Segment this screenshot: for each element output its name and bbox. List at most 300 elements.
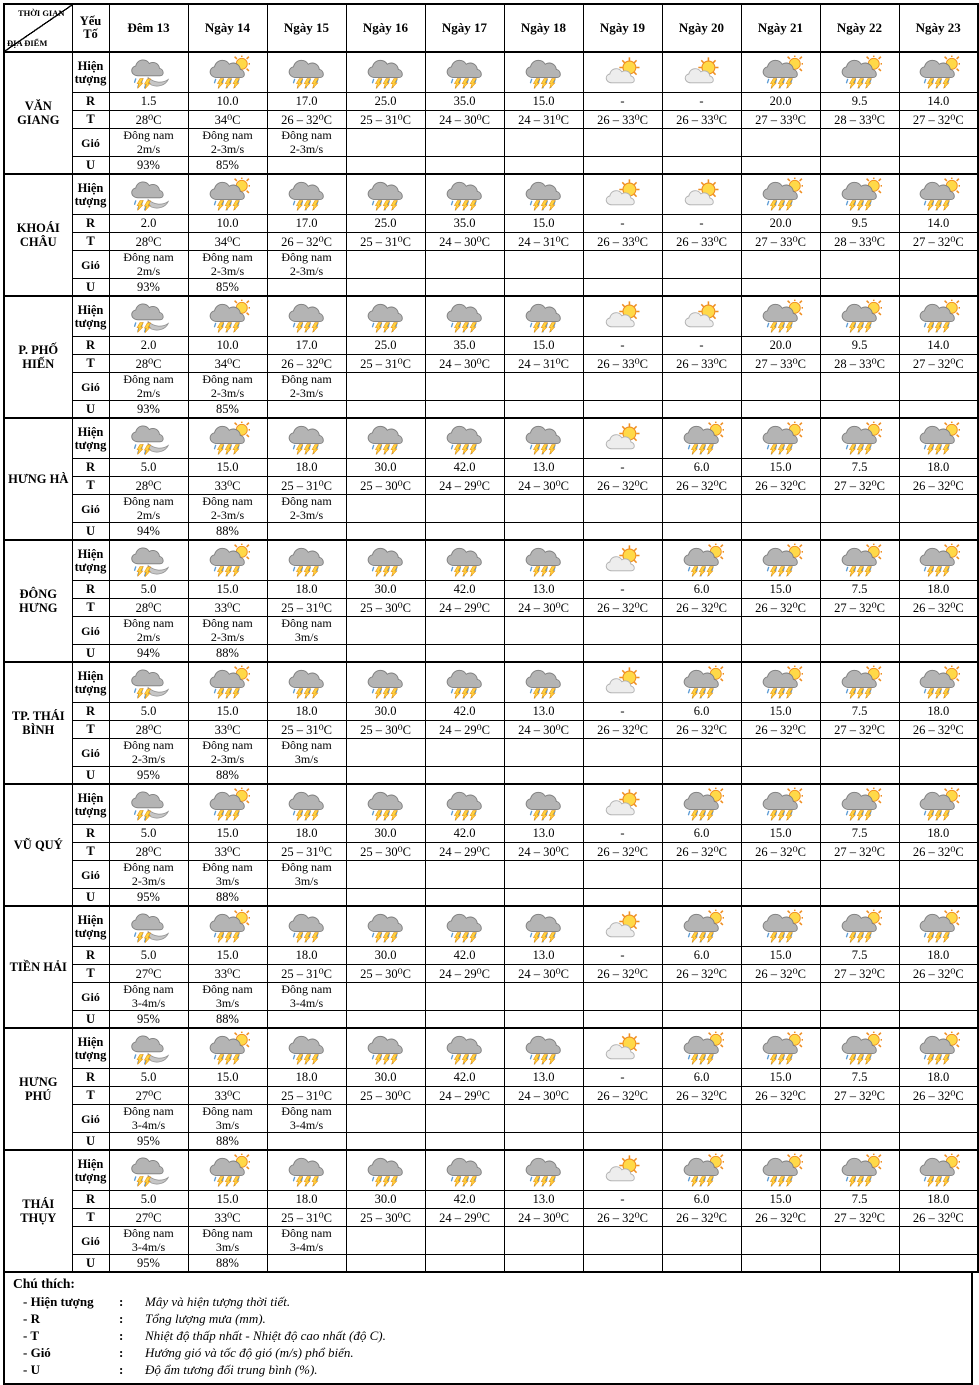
humidity-value <box>741 1011 820 1029</box>
temp-value: 26 – 33⁰C <box>583 355 662 373</box>
weather-icon-cell <box>109 906 188 947</box>
temp-value: 25 – 31⁰C <box>267 721 346 739</box>
weather-icon-cell <box>662 662 741 703</box>
sun-cloud-icon <box>680 299 724 335</box>
humidity-value <box>899 279 978 297</box>
humidity-value <box>741 523 820 541</box>
row-rain <box>4 1191 978 1209</box>
wind-value <box>583 861 662 889</box>
weather-icon-cell <box>662 52 741 93</box>
weather-icon-cell <box>741 662 820 703</box>
wind-value <box>109 1105 188 1133</box>
wind-value <box>741 739 820 767</box>
storm-icon <box>522 1031 566 1067</box>
wind-speed: 2-3m/s <box>289 385 324 400</box>
humidity-value <box>504 401 583 419</box>
weather-icon-cell <box>188 1028 267 1069</box>
weather-icon-cell <box>662 174 741 215</box>
wind-value <box>109 129 188 157</box>
temp-value: 25 – 30⁰C <box>346 1087 425 1105</box>
wind-value <box>346 617 425 645</box>
storm-sun-icon <box>916 665 960 701</box>
temp-value: 28 – 33⁰C <box>820 233 899 251</box>
storm-icon <box>522 421 566 457</box>
humidity-value <box>346 157 425 175</box>
rain-value: 25.0 <box>346 337 425 355</box>
humidity-value <box>267 279 346 297</box>
storm-sun-icon <box>916 421 960 457</box>
humidity-value <box>741 1133 820 1151</box>
wind-value <box>109 373 188 401</box>
humidity-value <box>899 767 978 785</box>
storm-sun-icon <box>206 177 250 213</box>
humidity-value: 88% <box>188 523 267 541</box>
sun-cloud-icon <box>601 299 645 335</box>
humidity-value: 94% <box>109 645 188 663</box>
wind-speed: 2m/s <box>136 629 161 644</box>
header-row <box>4 4 978 52</box>
rain-value: - <box>583 1191 662 1209</box>
weather-icon-cell <box>109 1150 188 1191</box>
wind-value <box>109 739 188 767</box>
weather-icon-cell <box>346 540 425 581</box>
rain-value: 10.0 <box>188 93 267 111</box>
row-temp <box>4 233 978 251</box>
humidity-value <box>741 645 820 663</box>
weather-icon-cell <box>109 540 188 581</box>
wind-value <box>504 373 583 401</box>
weather-icon-cell <box>899 540 978 581</box>
weather-icon-cell <box>820 1150 899 1191</box>
row-label-t: T <box>72 965 109 983</box>
storm-icon <box>364 177 408 213</box>
storm-icon <box>285 421 329 457</box>
row-rain <box>4 93 978 111</box>
weather-icon-cell <box>504 418 583 459</box>
rain-value: 2.0 <box>109 337 188 355</box>
rain-value: 13.0 <box>504 1191 583 1209</box>
rain-value: 14.0 <box>899 93 978 111</box>
rain-value: 20.0 <box>741 337 820 355</box>
rain-value: 18.0 <box>267 703 346 721</box>
humidity-value <box>583 1011 662 1029</box>
temp-value: 26 – 32⁰C <box>741 1087 820 1105</box>
humidity-value <box>741 401 820 419</box>
storm-icon <box>285 543 329 579</box>
location-name: THÁI THỤY <box>4 1150 72 1272</box>
humidity-value <box>899 1011 978 1029</box>
wind-direction: Đông nam <box>123 982 174 997</box>
rain-value: 15.0 <box>741 1191 820 1209</box>
humidity-value <box>820 767 899 785</box>
wind-direction: Đông nam <box>202 372 253 387</box>
weather-icon-cell <box>662 418 741 459</box>
row-hien-tuong <box>4 1150 978 1191</box>
humidity-value <box>583 279 662 297</box>
storm-sun-icon <box>680 665 724 701</box>
wind-value <box>188 373 267 401</box>
temp-value: 28⁰C <box>109 843 188 861</box>
wind-value <box>899 1105 978 1133</box>
wind-value <box>820 1227 899 1255</box>
weather-icon-cell <box>899 662 978 703</box>
sun-cloud-icon <box>680 177 724 213</box>
temp-value: 27 – 32⁰C <box>820 965 899 983</box>
night-rain-icon <box>127 1031 171 1067</box>
rain-value: 25.0 <box>346 93 425 111</box>
storm-icon <box>364 55 408 91</box>
temp-value: 24 – 30⁰C <box>425 355 504 373</box>
humidity-value <box>820 401 899 419</box>
temp-value: 24 – 31⁰C <box>504 355 583 373</box>
wind-direction: Đông nam <box>123 616 174 631</box>
wind-value <box>346 373 425 401</box>
wind-value <box>583 129 662 157</box>
wind-value <box>109 861 188 889</box>
humidity-value: 95% <box>109 889 188 907</box>
weather-icon-cell <box>583 174 662 215</box>
humidity-value <box>820 1011 899 1029</box>
wind-value <box>109 251 188 279</box>
weather-icon-cell <box>820 906 899 947</box>
weather-icon-cell <box>346 1028 425 1069</box>
humidity-value <box>741 279 820 297</box>
wind-value <box>425 983 504 1011</box>
humidity-value <box>899 645 978 663</box>
row-humidity <box>4 1133 978 1151</box>
weather-icon-cell <box>583 1150 662 1191</box>
weather-icon-cell <box>109 662 188 703</box>
temp-value: 26 – 33⁰C <box>662 355 741 373</box>
row-label-r: R <box>72 215 109 233</box>
storm-icon <box>285 1153 329 1189</box>
rain-value: 30.0 <box>346 581 425 599</box>
storm-sun-icon <box>759 299 803 335</box>
humidity-value <box>504 279 583 297</box>
storm-icon <box>522 1153 566 1189</box>
weather-icon-cell <box>820 174 899 215</box>
temp-value: 26 – 32⁰C <box>662 1209 741 1227</box>
row-humidity <box>4 1255 978 1273</box>
row-temp <box>4 111 978 129</box>
weather-icon-cell <box>346 906 425 947</box>
wind-value <box>741 495 820 523</box>
rain-value: 7.5 <box>820 581 899 599</box>
humidity-value <box>425 645 504 663</box>
row-wind <box>4 129 978 157</box>
temp-value: 24 – 30⁰C <box>504 965 583 983</box>
rain-value: 5.0 <box>109 825 188 843</box>
wind-speed: 3m/s <box>215 995 240 1010</box>
wind-value <box>109 617 188 645</box>
rain-value: 18.0 <box>899 947 978 965</box>
row-temp <box>4 965 978 983</box>
rain-value: 5.0 <box>109 581 188 599</box>
row-wind <box>4 983 978 1011</box>
wind-value <box>346 251 425 279</box>
rain-value: 35.0 <box>425 337 504 355</box>
wind-value <box>425 495 504 523</box>
temp-value: 27 – 32⁰C <box>899 355 978 373</box>
wind-value <box>899 1227 978 1255</box>
wind-speed: 3-4m/s <box>131 995 166 1010</box>
wind-speed: 2-3m/s <box>210 507 245 522</box>
location-name: KHOÁI CHÂU <box>4 174 72 296</box>
storm-sun-icon <box>759 177 803 213</box>
wind-value <box>741 129 820 157</box>
storm-icon <box>522 665 566 701</box>
wind-value <box>899 617 978 645</box>
temp-value: 26 – 32⁰C <box>899 1087 978 1105</box>
wind-value <box>267 129 346 157</box>
temp-value: 26 – 32⁰C <box>267 233 346 251</box>
row-label-hien-tuong: Hiện tượng <box>72 662 109 703</box>
storm-sun-icon <box>206 421 250 457</box>
weather-icon-cell <box>267 1028 346 1069</box>
weather-icon-cell <box>188 662 267 703</box>
storm-sun-icon <box>916 1031 960 1067</box>
weather-icon-cell <box>899 52 978 93</box>
wind-value <box>504 1105 583 1133</box>
legend-item <box>13 1310 971 1327</box>
row-wind <box>4 617 978 645</box>
row-hien-tuong <box>4 418 978 459</box>
weather-icon-cell <box>899 906 978 947</box>
wind-value <box>188 495 267 523</box>
humidity-value <box>346 767 425 785</box>
storm-sun-icon <box>759 1153 803 1189</box>
wind-value <box>820 861 899 889</box>
storm-icon <box>522 909 566 945</box>
storm-sun-icon <box>759 1031 803 1067</box>
temp-value: 24 – 30⁰C <box>504 477 583 495</box>
storm-icon <box>364 787 408 823</box>
row-label-u: U <box>72 523 109 541</box>
row-wind <box>4 251 978 279</box>
storm-icon <box>364 421 408 457</box>
weather-icon-cell <box>583 296 662 337</box>
temp-value: 24 – 30⁰C <box>504 721 583 739</box>
wind-value <box>188 1227 267 1255</box>
temp-value: 28⁰C <box>109 599 188 617</box>
humidity-value: 88% <box>188 1011 267 1029</box>
storm-icon <box>364 909 408 945</box>
rain-value: 6.0 <box>662 947 741 965</box>
temp-value: 34⁰C <box>188 233 267 251</box>
row-label-gio: Gió <box>72 373 109 401</box>
weather-icon-cell <box>267 906 346 947</box>
rain-value: 7.5 <box>820 703 899 721</box>
humidity-value: 88% <box>188 1133 267 1151</box>
weather-icon-cell <box>820 540 899 581</box>
humidity-value <box>346 1133 425 1151</box>
humidity-value <box>662 1133 741 1151</box>
rain-value: 18.0 <box>899 825 978 843</box>
storm-icon <box>443 299 487 335</box>
temp-value: 27⁰C <box>109 1087 188 1105</box>
day-header: Ngày 22 <box>820 4 899 52</box>
temp-value: 33⁰C <box>188 1087 267 1105</box>
weather-icon-cell <box>425 906 504 947</box>
wind-value <box>583 983 662 1011</box>
humidity-value <box>583 1255 662 1273</box>
humidity-value: 85% <box>188 279 267 297</box>
weather-icon-cell <box>820 296 899 337</box>
storm-icon <box>443 421 487 457</box>
wind-direction: Đông nam <box>123 250 174 265</box>
weather-icon-cell <box>425 1150 504 1191</box>
legend-item-label: - T <box>23 1328 40 1343</box>
row-hien-tuong <box>4 174 978 215</box>
storm-icon <box>443 787 487 823</box>
day-header: Ngày 15 <box>267 4 346 52</box>
wind-value <box>188 983 267 1011</box>
storm-sun-icon <box>916 1153 960 1189</box>
storm-icon <box>522 177 566 213</box>
temp-value: 26 – 32⁰C <box>662 721 741 739</box>
sun-cloud-icon <box>601 909 645 945</box>
weather-icon-cell <box>188 296 267 337</box>
row-label-u: U <box>72 1255 109 1273</box>
humidity-value <box>346 645 425 663</box>
humidity-value <box>504 889 583 907</box>
humidity-value <box>267 889 346 907</box>
storm-sun-icon <box>916 299 960 335</box>
rain-value: 15.0 <box>188 947 267 965</box>
rain-value: 42.0 <box>425 947 504 965</box>
weather-icon-cell <box>820 784 899 825</box>
rain-value: 13.0 <box>504 947 583 965</box>
row-humidity <box>4 767 978 785</box>
row-rain <box>4 337 978 355</box>
row-label-gio: Gió <box>72 495 109 523</box>
wind-speed: 2-3m/s <box>210 629 245 644</box>
wind-value <box>109 495 188 523</box>
legend <box>3 1273 973 1385</box>
weather-icon-cell <box>267 784 346 825</box>
humidity-value <box>741 767 820 785</box>
temp-value: 26 – 32⁰C <box>583 965 662 983</box>
wind-value <box>899 983 978 1011</box>
temp-value: 24 – 30⁰C <box>425 111 504 129</box>
storm-sun-icon <box>838 1153 882 1189</box>
humidity-value <box>425 767 504 785</box>
temp-value: 26 – 32⁰C <box>899 1209 978 1227</box>
sun-cloud-icon <box>680 55 724 91</box>
temp-value: 27 – 33⁰C <box>741 111 820 129</box>
rain-value: 42.0 <box>425 1069 504 1087</box>
wind-value <box>662 1105 741 1133</box>
wind-direction: Đông nam <box>281 860 332 875</box>
humidity-value <box>662 279 741 297</box>
temp-value: 27 – 32⁰C <box>820 1209 899 1227</box>
weather-icon-cell <box>346 1150 425 1191</box>
row-label-hien-tuong: Hiện tượng <box>72 52 109 93</box>
temp-value: 33⁰C <box>188 843 267 861</box>
weather-icon-cell <box>662 1150 741 1191</box>
temp-value: 24 – 29⁰C <box>425 599 504 617</box>
weather-icon-cell <box>109 784 188 825</box>
humidity-value: 95% <box>109 1011 188 1029</box>
rain-value: 18.0 <box>267 1191 346 1209</box>
row-label-r: R <box>72 459 109 477</box>
storm-icon <box>522 787 566 823</box>
row-humidity <box>4 645 978 663</box>
storm-sun-icon <box>680 909 724 945</box>
temp-value: 26 – 32⁰C <box>583 721 662 739</box>
rain-value: 15.0 <box>741 581 820 599</box>
factor-header-line: Tố <box>83 27 98 41</box>
wind-direction: Đông nam <box>281 738 332 753</box>
wind-value <box>346 861 425 889</box>
humidity-value <box>662 645 741 663</box>
weather-icon-cell <box>188 906 267 947</box>
rain-value: 14.0 <box>899 337 978 355</box>
temp-value: 26 – 32⁰C <box>583 477 662 495</box>
legend-item <box>13 1293 971 1310</box>
storm-sun-icon <box>680 1031 724 1067</box>
night-rain-icon <box>127 421 171 457</box>
weather-icon-cell <box>188 52 267 93</box>
row-label-gio: Gió <box>72 617 109 645</box>
rain-value: - <box>583 93 662 111</box>
wind-value <box>899 373 978 401</box>
row-label-t: T <box>72 355 109 373</box>
wind-value <box>109 1227 188 1255</box>
row-hien-tuong <box>4 906 978 947</box>
rain-value: 42.0 <box>425 581 504 599</box>
storm-sun-icon <box>680 1153 724 1189</box>
wind-value <box>662 373 741 401</box>
row-label-r: R <box>72 947 109 965</box>
humidity-value <box>504 1255 583 1273</box>
wind-speed: 2m/s <box>136 141 161 156</box>
wind-speed: 3-4m/s <box>131 1117 166 1132</box>
temp-value: 26 – 32⁰C <box>267 355 346 373</box>
row-hien-tuong <box>4 784 978 825</box>
storm-icon <box>285 787 329 823</box>
weather-icon-cell <box>899 418 978 459</box>
temp-value: 26 – 33⁰C <box>583 233 662 251</box>
wind-value <box>820 983 899 1011</box>
rain-value: 9.5 <box>820 93 899 111</box>
wind-value <box>662 129 741 157</box>
wind-value <box>583 739 662 767</box>
rain-value: 17.0 <box>267 337 346 355</box>
wind-value <box>346 495 425 523</box>
wind-value <box>267 861 346 889</box>
wind-value <box>425 861 504 889</box>
wind-value <box>425 1227 504 1255</box>
table-body <box>4 52 978 1272</box>
rain-value: 7.5 <box>820 459 899 477</box>
rain-value: 30.0 <box>346 825 425 843</box>
rain-value: 30.0 <box>346 1191 425 1209</box>
temp-value: 34⁰C <box>188 355 267 373</box>
humidity-value <box>662 1255 741 1273</box>
row-humidity <box>4 279 978 297</box>
humidity-value <box>899 401 978 419</box>
temp-value: 25 – 31⁰C <box>346 233 425 251</box>
row-label-hien-tuong: Hiện tượng <box>72 1028 109 1069</box>
wind-value <box>820 373 899 401</box>
rain-value: 17.0 <box>267 215 346 233</box>
temp-value: 26 – 32⁰C <box>583 599 662 617</box>
row-label-t: T <box>72 599 109 617</box>
humidity-value <box>899 1255 978 1273</box>
humidity-value <box>425 279 504 297</box>
rain-value: - <box>662 337 741 355</box>
